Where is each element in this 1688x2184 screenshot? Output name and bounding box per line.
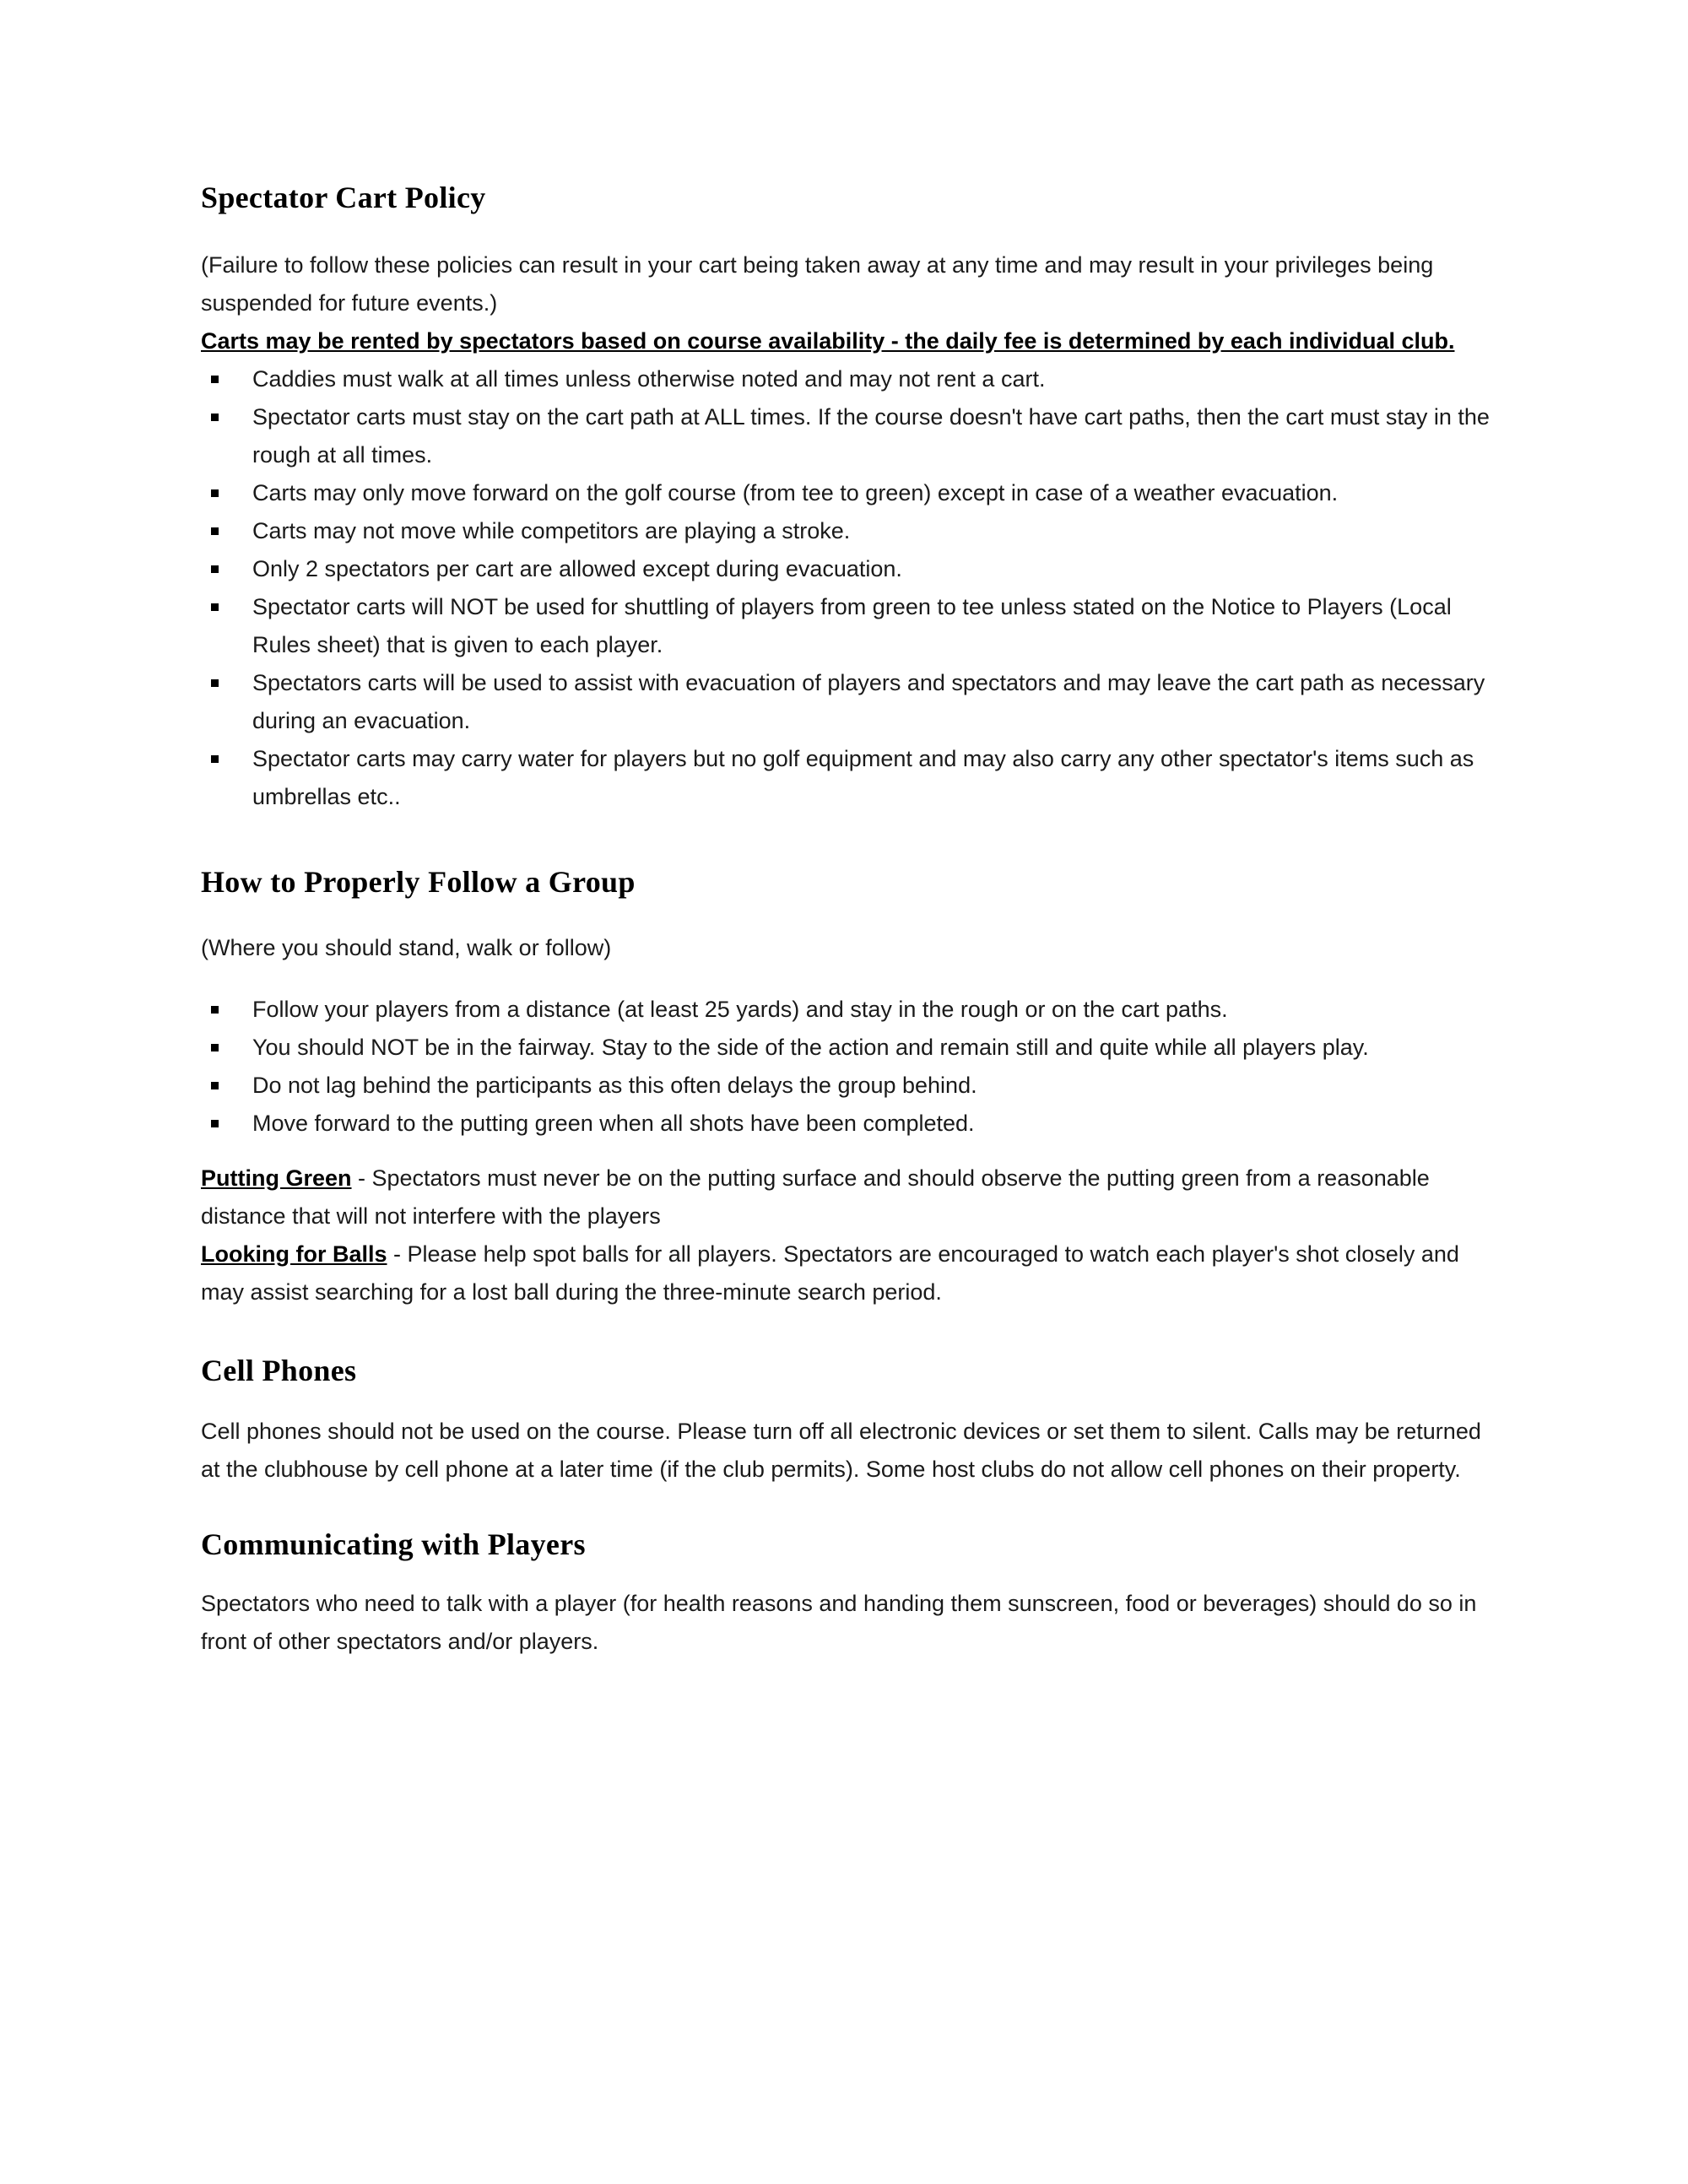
list-item [201, 588, 1499, 664]
bullet-square-icon [201, 664, 252, 687]
bullet-square-icon [201, 474, 252, 497]
bullet-square-icon [201, 1067, 252, 1089]
section-cell-phones [201, 1352, 1499, 1489]
section-heading-cell-phones: Cell Phones [201, 1354, 357, 1387]
list-item [201, 991, 1499, 1029]
section-heading-communicating: Communicating with Players [201, 1527, 586, 1561]
bullet-square-icon [201, 512, 252, 535]
cart-rental-note: Carts may be rented by spectators based on course availability - the daily fee is determined by each individual club. [201, 328, 1455, 354]
list-item [201, 360, 1499, 398]
list-item-text: Do not lag behind the participants as this often delays the group behind. [252, 1073, 977, 1098]
section-heading-follow-group: How to Properly Follow a Group [201, 865, 636, 899]
putting-green-label: Putting Green [201, 1165, 352, 1191]
list-item-text: Carts may only move forward on the golf course (from tee to green) except in case of a weather evacuation. [252, 480, 1339, 505]
bullet-square-icon [201, 550, 252, 573]
section-heading-cart-policy: Spectator Cart Policy [201, 181, 486, 214]
looking-for-balls-note [201, 1235, 1499, 1311]
section-follow-group [201, 863, 1499, 1311]
bullet-square-icon [201, 1029, 252, 1051]
section-communicating [201, 1526, 1499, 1661]
list-item-text: Only 2 spectators per cart are allowed except during evacuation. [252, 556, 902, 581]
putting-green-note [201, 1160, 1499, 1235]
bullet-square-icon [201, 398, 252, 421]
document-content [201, 179, 1499, 1661]
list-item-text: Spectator carts will NOT be used for shuttling of players from green to tee unless stated on the Notice to Players (Local Rules sheet) that is given to each player. [252, 594, 1452, 657]
list-item-text: Spectator carts must stay on the cart path at ALL times. If the course doesn't have cart paths, then the cart must stay in the rough at all times. [252, 404, 1490, 468]
list-item [201, 550, 1499, 588]
list-item [201, 740, 1499, 816]
follow-group-intro: (Where you should stand, walk or follow) [201, 935, 612, 960]
bullet-square-icon [201, 360, 252, 383]
list-item-text: Move forward to the putting green when all shots have been completed. [252, 1111, 975, 1136]
putting-green-text: - Spectators must never be on the putting surface and should observe the putting green from a reasonable distance that will not interfere with the players [201, 1165, 1430, 1229]
bullet-square-icon [201, 1105, 252, 1127]
bullet-square-icon [201, 740, 252, 763]
section-cart-policy [201, 179, 1499, 816]
bullet-square-icon [201, 588, 252, 611]
list-item-text: Carts may not move while competitors are playing a stroke. [252, 518, 851, 543]
looking-for-balls-label: Looking for Balls [201, 1241, 387, 1267]
list-item-text: Spectators carts will be used to assist with evacuation of players and spectators and may leave the cart path as necessary during an evacuation. [252, 670, 1485, 733]
follow-group-list [201, 991, 1499, 1143]
list-item-text: Spectator carts may carry water for players but no golf equipment and may also carry any other spectator's items such as umbrellas etc.. [252, 746, 1474, 809]
list-item [201, 512, 1499, 550]
list-item [201, 1029, 1499, 1067]
cart-policy-intro: (Failure to follow these policies can result in your cart being taken away at any time and may result in your privileges being suspended for future events.) [201, 252, 1434, 316]
communicating-body: Spectators who need to talk with a player (for health reasons and handing them sunscreen, food or beverages) should do so in front of other spectators and/or players. [201, 1591, 1477, 1654]
list-item [201, 1105, 1499, 1143]
cell-phones-body: Cell phones should not be used on the course. Please turn off all electronic devices or set them to silent. Calls may be returned at the clubhouse by cell phone at a later time (if the club permits). Some host clubs do not allow cell phones on their property. [201, 1419, 1481, 1482]
list-item [201, 664, 1499, 740]
bullet-square-icon [201, 991, 252, 1014]
list-item-text: Follow your players from a distance (at least 25 yards) and stay in the rough or on the cart paths. [252, 997, 1228, 1022]
looking-for-balls-text: - Please help spot balls for all players. Spectators are encouraged to watch each player's shot closely and may assist searching for a lost ball during the three-minute search period. [201, 1241, 1459, 1305]
list-item [201, 1067, 1499, 1105]
list-item-text: Caddies must walk at all times unless otherwise noted and may not rent a cart. [252, 366, 1046, 392]
list-item [201, 398, 1499, 474]
list-item-text: You should NOT be in the fairway. Stay to the side of the action and remain still and quite while all players play. [252, 1035, 1369, 1060]
cart-policy-list [201, 360, 1499, 816]
list-item [201, 474, 1499, 512]
